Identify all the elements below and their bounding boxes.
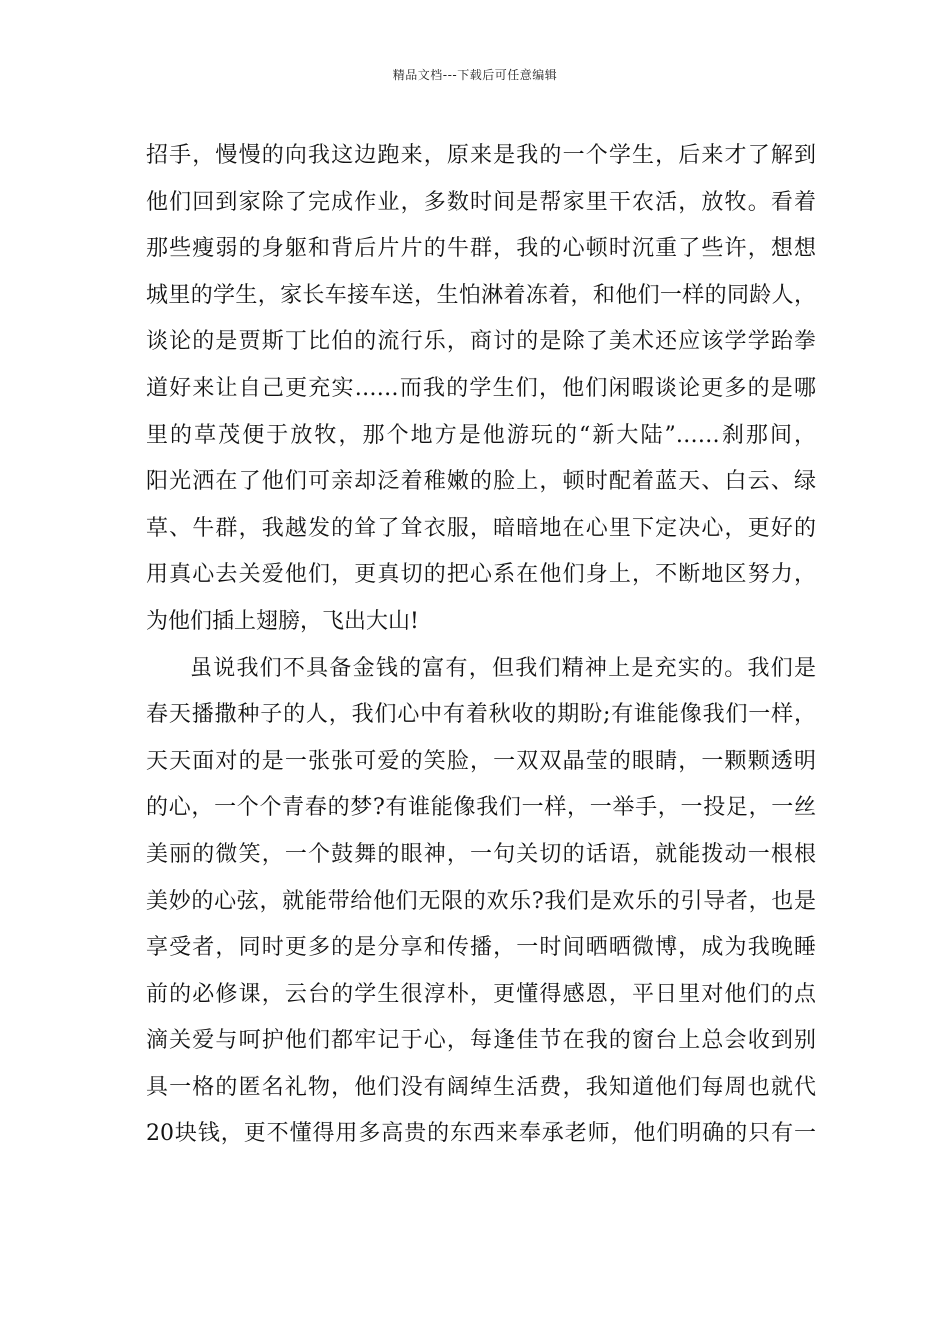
text-line: 为他们插上翅膀，飞出大山! — [146, 608, 419, 634]
text-line: 20块钱，更不懂得用多高贵的东西来奉承老师，他们明确的只有一 — [146, 1121, 816, 1147]
text-line: 阳光洒在了他们可亲却泛着稚嫩的脸上，顿时配着蓝天、白云、绿 — [146, 469, 816, 495]
text-line: 谈论的是贾斯丁比伯的流行乐，商讨的是除了美术还应该学学跆拳 — [146, 329, 816, 355]
text-line: 滴关爱与呵护他们都牢记于心，每逢佳节在我的窗台上总会收到别 — [146, 1028, 816, 1054]
text-line: 前的必修课，云台的学生很淳朴，更懂得感恩，平日里对他们的点 — [146, 981, 816, 1007]
text-line: 虽说我们不具备金钱的富有，但我们精神上是充实的。我们是 — [190, 655, 816, 681]
text-line: 他们回到家除了完成作业，多数时间是帮家里干农活，放牧。看着 — [146, 189, 816, 215]
text-line: 招手，慢慢的向我这边跑来，原来是我的一个学生，后来才了解到 — [146, 143, 816, 168]
text-line: 的心，一个个青春的梦?有谁能像我们一样，一举手，一投足，一丝 — [146, 795, 816, 821]
text-line: 草、牛群，我越发的耸了耸衣服，暗暗地在心里下定决心，更好的 — [146, 515, 816, 541]
text-line: 美丽的微笑，一个鼓舞的眼神，一句关切的话语，就能拨动一根根 — [146, 841, 816, 867]
text-line: 美妙的心弦，就能带给他们无限的欢乐?我们是欢乐的引导者，也是 — [146, 888, 816, 914]
text-line: 道好来让自己更充实……而我的学生们，他们闲暇谈论更多的是哪 — [146, 375, 816, 401]
text-line: 天天面对的是一张张可爱的笑脸，一双双晶莹的眼睛，一颗颗透明 — [146, 748, 816, 774]
body-text — [146, 133, 816, 1158]
page-header: 精品文档---下载后可任意编辑 — [392, 68, 558, 82]
text-line: 具一格的匿名礼物，他们没有阔绰生活费，我知道他们每周也就代 — [146, 1074, 816, 1100]
text-line: 城里的学生，家长车接车送，生怕淋着冻着，和他们一样的同龄人， — [146, 282, 816, 308]
text-line: 春天播撒种子的人，我们心中有着秋收的期盼;有谁能像我们一样， — [146, 702, 816, 728]
text-line: 那些瘦弱的身躯和背后片片的牛群，我的心顿时沉重了些许，想想 — [146, 236, 816, 262]
text-line: 享受者，同时更多的是分享和传播，一时间晒晒微博，成为我晚睡 — [146, 935, 816, 961]
text-line: 用真心去关爱他们，更真切的把心系在他们身上，不断地区努力， — [146, 562, 816, 588]
text-line: 里的草茂便于放牧，那个地方是他游玩的“新大陆”……刹那间， — [146, 422, 816, 448]
